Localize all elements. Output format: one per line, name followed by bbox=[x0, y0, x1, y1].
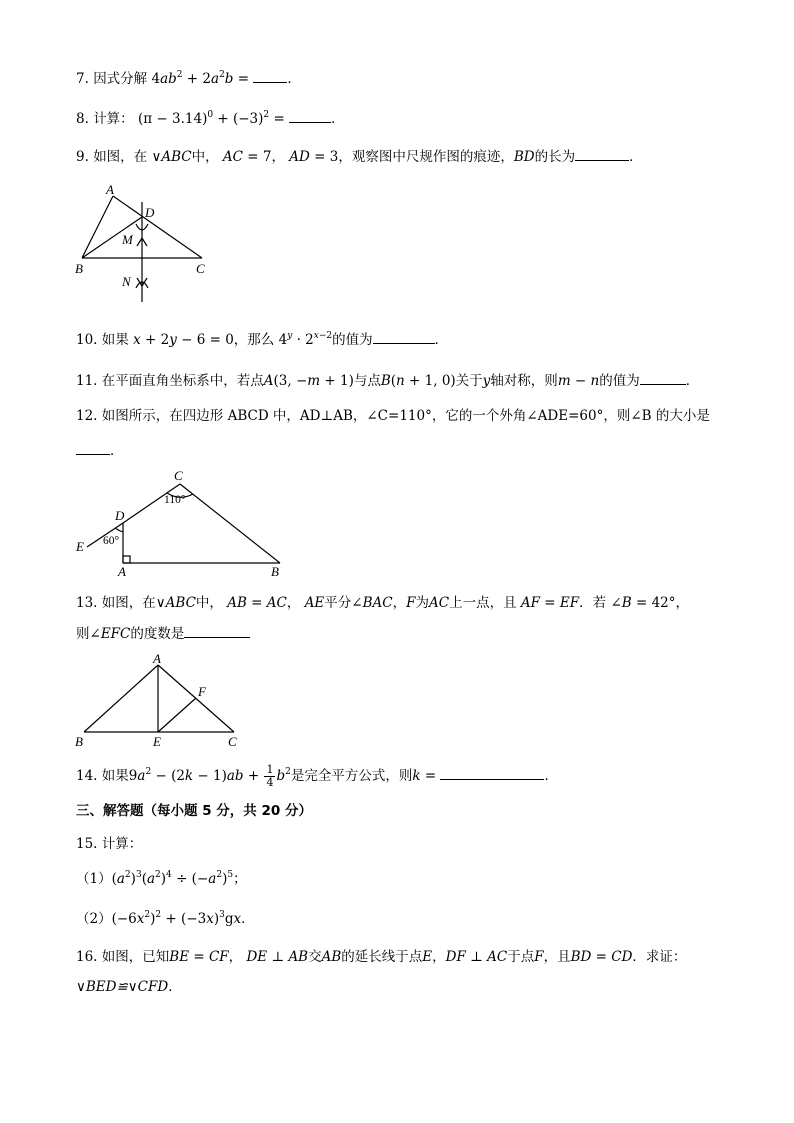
question-7: 7. 因式分解 $4ab^2 + 2a^2b$ = ． bbox=[76, 70, 301, 87]
label-d: D bbox=[145, 205, 155, 220]
answer-blank bbox=[575, 146, 629, 161]
math-expression: AB = AC bbox=[227, 595, 287, 611]
math-expression: $4ab^2 + 2a^2b$ = bbox=[151, 70, 250, 87]
math-expression: A(3, −m + 1) bbox=[263, 373, 354, 389]
label-a: A bbox=[106, 182, 114, 197]
label-c: C bbox=[228, 734, 237, 749]
angle-label-c: 110° bbox=[164, 494, 186, 506]
right-angle-mark bbox=[123, 556, 130, 563]
question-number: 10. bbox=[76, 332, 98, 348]
question-16-line-2: ∨BED≌∨CFD． bbox=[76, 979, 182, 995]
question-12-answer-line: ． bbox=[76, 440, 124, 461]
question-8: 8. 计算： $(\pi - 3.14)^0 + (-3)^2$ = ． bbox=[76, 110, 345, 127]
math-expression: AC bbox=[222, 149, 244, 165]
math-expression: $(a^2)^3(a^2)^4 \div (-a^2)^5$ bbox=[111, 870, 234, 887]
segment-bd bbox=[82, 217, 142, 258]
segment-ef bbox=[158, 698, 196, 732]
label-n: N bbox=[122, 274, 131, 289]
question-number: 9. bbox=[76, 149, 89, 165]
question-13-line-2: 则∠EFC的度数是 bbox=[76, 623, 250, 644]
answer-blank bbox=[440, 765, 544, 780]
math-expression: $(-6x^2)^2 + (-3x)^3gx$ bbox=[111, 910, 242, 927]
label-f: F bbox=[198, 684, 206, 699]
answer-blank bbox=[289, 108, 331, 123]
math-expression: AF = EF bbox=[520, 595, 580, 611]
question-number: 14. bbox=[76, 768, 98, 784]
math-expression: x + 2y − 6 = 0 bbox=[133, 332, 234, 348]
math-expression: BD = CD bbox=[570, 949, 633, 965]
answer-blank bbox=[640, 370, 686, 385]
question-15: 15. 计算： bbox=[76, 836, 143, 852]
label-c: C bbox=[174, 468, 183, 483]
figure-9-triangle-construction bbox=[70, 180, 220, 310]
question-14: 14. 如果$9a^2 - (2k - 1)ab$ + $\frac{1}{4}$ $b^2$是完全平方公式，则k = ． bbox=[76, 763, 558, 789]
question-16: 16. 如图，已知BE = CF， DE ⊥ AB交AB的延长线于点E，DF ⊥ AC于点F，且BD = CD．求证： bbox=[76, 949, 687, 965]
math-expression: ∠B = 42° bbox=[610, 595, 676, 611]
label-e: E bbox=[153, 734, 161, 749]
figure-12-quadrilateral bbox=[70, 465, 300, 580]
math-expression: DE ⊥ AB bbox=[246, 949, 309, 965]
question-number: 12. bbox=[76, 408, 98, 424]
question-number: 15. bbox=[76, 836, 98, 852]
math-expression: AD bbox=[289, 149, 310, 165]
math-expression: ∠EFC bbox=[89, 626, 131, 642]
label-b: B bbox=[271, 564, 279, 579]
math-expression: $4^y \cdot 2^{x-2}$ bbox=[278, 331, 333, 348]
label-b: B bbox=[75, 261, 83, 276]
answer-blank bbox=[253, 68, 287, 83]
segment-ab bbox=[84, 665, 158, 732]
section-heading: 三、解答题（每小题 5 分，共 20 分） bbox=[76, 803, 312, 819]
math-expression: DF ⊥ AC bbox=[445, 949, 508, 965]
label-e: E bbox=[76, 539, 84, 554]
question-15-part-2: $(2)(-6x^2)^2 + (-3x)^3gx$． bbox=[76, 910, 255, 927]
answer-blank bbox=[76, 440, 110, 455]
label-m: M bbox=[122, 232, 133, 247]
math-expression: m − n bbox=[557, 373, 600, 389]
math-expression: BE = CF bbox=[169, 949, 229, 965]
question-13: 13. 如图，在∨ABC中， AB = AC， AE平分∠BAC，F为AC上一点，且 AF = EF．若 ∠B = 42°， bbox=[76, 595, 689, 611]
label-a: A bbox=[153, 651, 161, 666]
label-c: C bbox=[196, 261, 205, 276]
math-expression: ∨BED≌∨CFD bbox=[76, 979, 169, 995]
figure-13-isosceles-triangle bbox=[70, 650, 250, 750]
question-10: 10. 如果 x + 2y − 6 = 0，那么 $4^y \cdot 2^{x-2}$的值为 ． bbox=[76, 331, 449, 348]
angle-label-d: 60° bbox=[103, 535, 120, 547]
question-number: 13. bbox=[76, 595, 98, 611]
label-d: D bbox=[115, 508, 125, 523]
segment-ba bbox=[82, 196, 113, 258]
question-number: 16. bbox=[76, 949, 98, 965]
question-12: 12. 如图所示，在四边形 ABCD 中，AD⊥AB，∠C=110°，它的一个外角∠ADE=60°，则∠B 的大小是 bbox=[76, 408, 710, 424]
question-number: 7. bbox=[76, 71, 89, 87]
answer-blank bbox=[184, 623, 250, 638]
question-11: 11. 在平面直角坐标系中，若点A(3, −m + 1)与点B(n + 1, 0)关于y轴对称，则m − n的值为 ． bbox=[76, 370, 699, 391]
math-expression: $(\pi - 3.14)^0 + (-3)^2$ = bbox=[137, 110, 285, 127]
segment-bc bbox=[180, 484, 280, 563]
math-expression: B(n + 1, 0) bbox=[380, 373, 456, 389]
question-9: 9. 如图，在 ∨ABC中， AC = 7， AD = 3，观察图中尺规作图的痕迹，BD的长为 ． bbox=[76, 146, 643, 167]
angle-arc-d bbox=[115, 528, 123, 532]
math-expression: $9a^2 - (2k - 1)ab$ + $\frac{1}{4}$ $b^2$ bbox=[128, 763, 291, 789]
label-a: A bbox=[118, 564, 126, 579]
question-number: 8. bbox=[76, 111, 89, 127]
question-15-part-1: $(1)(a^2)^3(a^2)^4 \div (-a^2)^5$； bbox=[76, 870, 247, 887]
question-number: 11. bbox=[76, 373, 98, 389]
math-expression: ∠BAC bbox=[351, 595, 393, 611]
label-b: B bbox=[75, 734, 83, 749]
answer-blank bbox=[373, 329, 435, 344]
